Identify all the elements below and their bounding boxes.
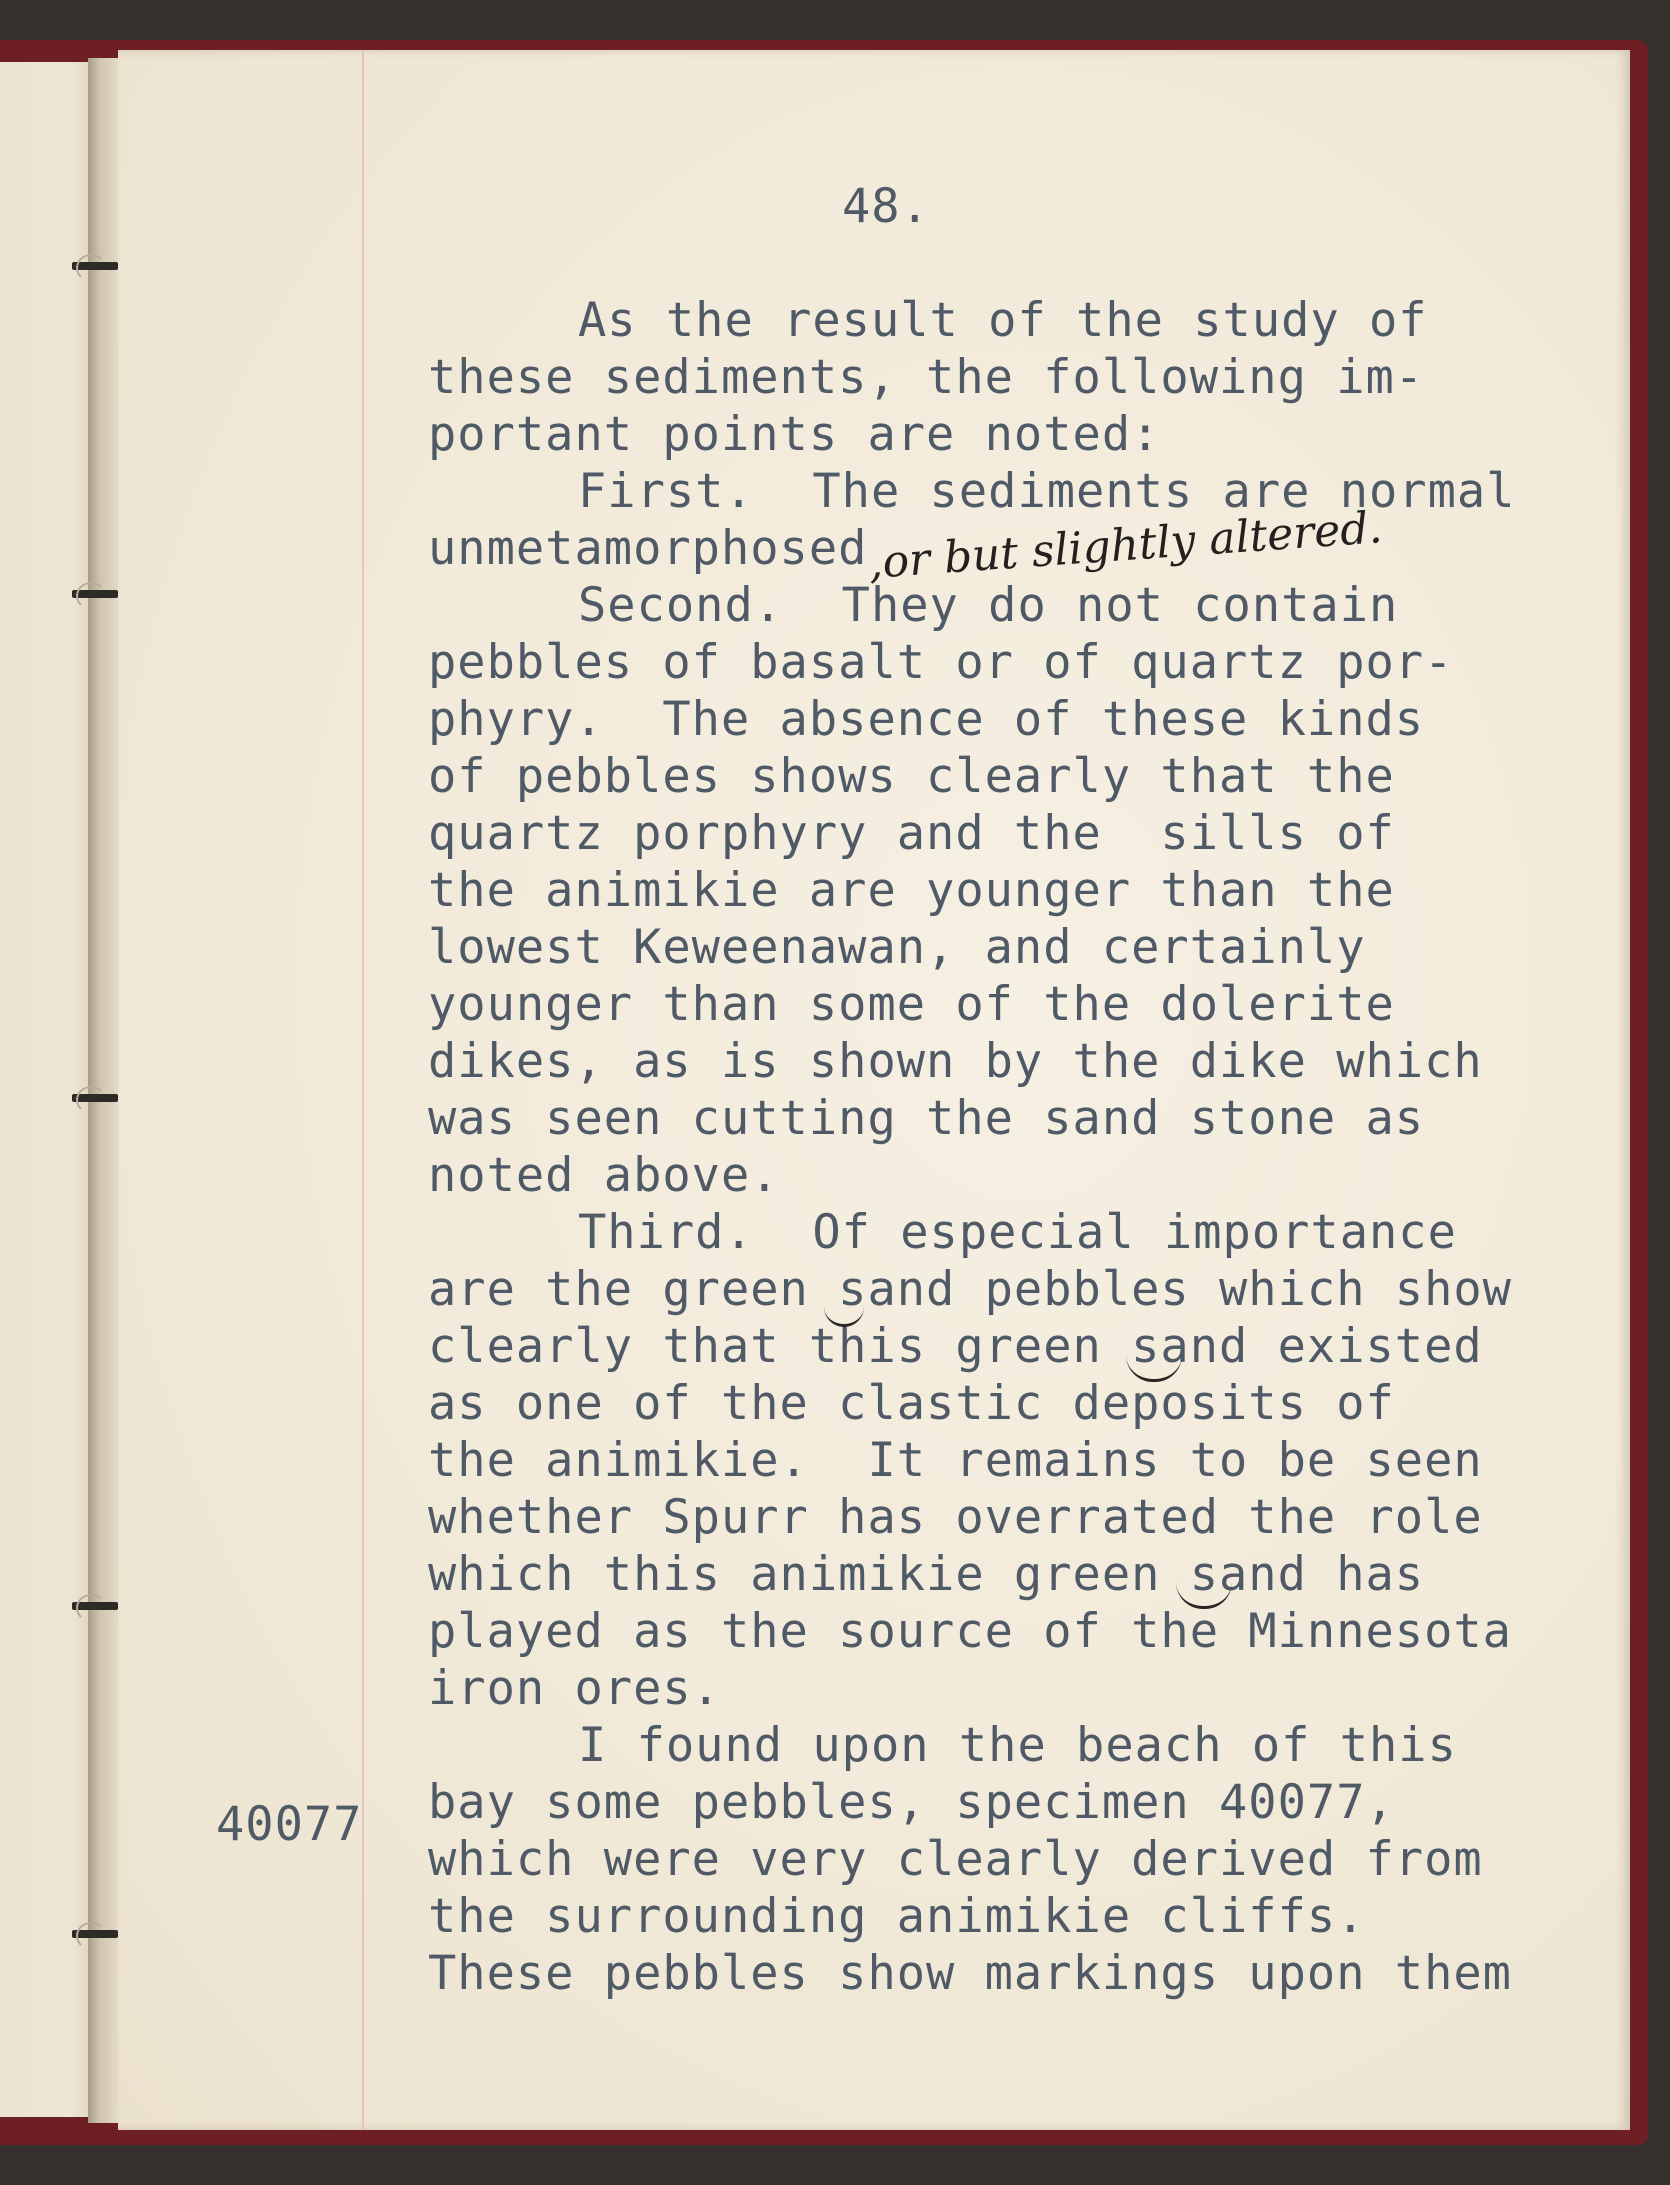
typed-line: the surrounding animikie cliffs.: [428, 1889, 1366, 1944]
binding-stitch: [72, 1930, 118, 1938]
binding-stitch: [72, 1094, 118, 1102]
binding-stitch: [72, 262, 118, 270]
typed-line: which this animikie green sand has: [428, 1547, 1425, 1602]
page-number: 48.: [842, 179, 930, 234]
typed-line: Second. They do not contain: [578, 578, 1399, 633]
typed-line: lowest Keweenawan, and certainly: [428, 920, 1366, 975]
typed-line: These pebbles show markings upon them: [428, 1946, 1512, 2001]
typed-line: noted above.: [428, 1148, 780, 1203]
typed-line: are the green sand pebbles which show: [428, 1262, 1512, 1317]
typed-line: the animikie. It remains to be seen: [428, 1433, 1483, 1488]
binding-stitch: [72, 590, 118, 598]
typed-line: phyry. The absence of these kinds: [428, 692, 1425, 747]
binding-stitch: [72, 1602, 118, 1610]
typed-line: the animikie are younger than the: [428, 863, 1395, 918]
typed-line: quartz porphyry and the sills of: [428, 806, 1395, 861]
typed-line: as one of the clastic deposits of: [428, 1376, 1395, 1431]
typed-line: iron ores.: [428, 1661, 721, 1716]
typed-line: clearly that this green sand existed: [428, 1319, 1483, 1374]
typed-line: portant points are noted:: [428, 407, 1161, 462]
typed-line: of pebbles shows clearly that the: [428, 749, 1395, 804]
typed-line: dikes, as is shown by the dike which: [428, 1034, 1483, 1089]
typed-line: As the result of the study of: [578, 293, 1428, 348]
typed-line: First. The sediments are normal: [578, 464, 1516, 519]
typed-line: younger than some of the dolerite: [428, 977, 1395, 1032]
typed-line: Third. Of especial importance: [578, 1205, 1457, 1260]
typed-line: which were very clearly derived from: [428, 1832, 1483, 1887]
handwritten-annotation: ,or but slightly altered.: [866, 502, 1384, 589]
typed-line: whether Spurr has overrated the role: [428, 1490, 1483, 1545]
typed-line: unmetamorphosed: [428, 521, 868, 576]
typed-line: I found upon the beach of this: [578, 1718, 1457, 1773]
typed-line: was seen cutting the sand stone as: [428, 1091, 1425, 1146]
specimen-margin-note: 40077: [216, 1797, 363, 1852]
typed-line: bay some pebbles, specimen 40077,: [428, 1775, 1395, 1830]
typed-line: played as the source of the Minnesota: [428, 1604, 1512, 1659]
typed-line: these sediments, the following im-: [428, 350, 1425, 405]
typed-line: pebbles of basalt or of quartz por-: [428, 635, 1454, 690]
